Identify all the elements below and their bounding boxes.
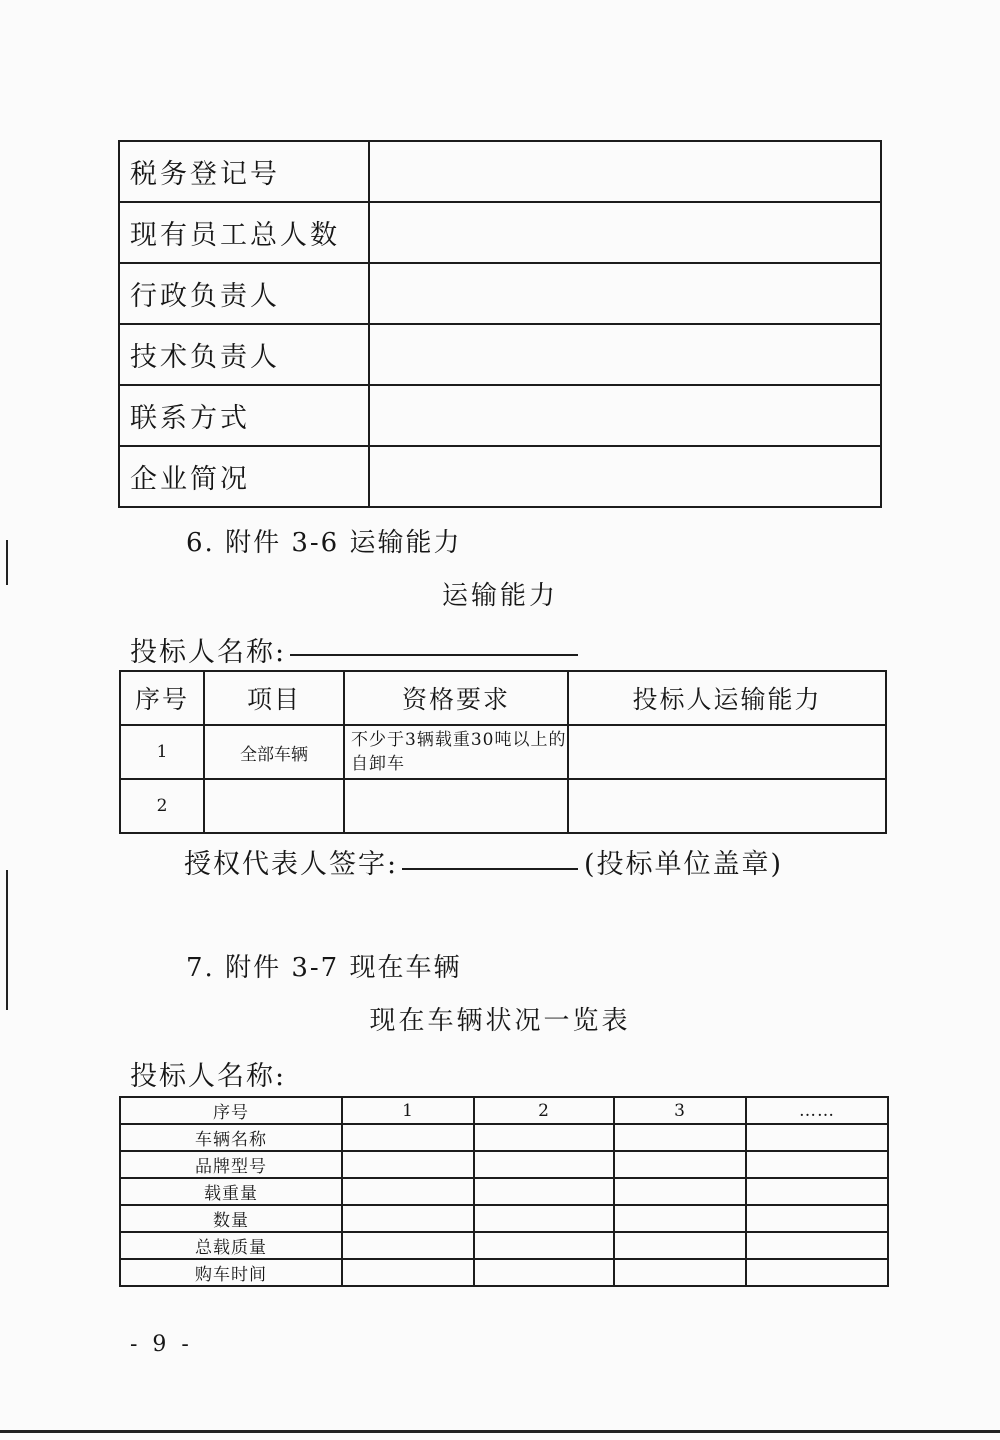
row-label: 数量 [120,1205,342,1232]
cell-requirement: 不少于3辆载重30吨以上的自卸车 [344,725,568,779]
row-label: 技术负责人 [119,324,369,385]
row-label: 税务登记号 [119,141,369,202]
row-value[interactable] [369,446,881,507]
table-cell[interactable] [746,1232,888,1259]
row-label: 车辆名称 [120,1124,342,1151]
table-header-row [120,1097,888,1124]
table-row [119,324,881,385]
header-cell: 1 [342,1097,474,1124]
table-cell[interactable] [614,1178,746,1205]
row-label: 现有员工总人数 [119,202,369,263]
table-cell[interactable] [474,1259,614,1286]
table-cell[interactable] [342,1124,474,1151]
table-cell[interactable] [746,1178,888,1205]
table-cell[interactable] [746,1205,888,1232]
table-cell[interactable] [342,1259,474,1286]
row-label: 总载质量 [120,1232,342,1259]
row-value[interactable] [369,385,881,446]
table-row [120,725,886,779]
table-cell[interactable] [614,1205,746,1232]
row-label: 载重量 [120,1178,342,1205]
table-cell[interactable] [342,1178,474,1205]
cell-item: 全部车辆 [204,725,344,779]
table-cell[interactable] [474,1232,614,1259]
row-label: 购车时间 [120,1259,342,1286]
row-label: 企业简况 [119,446,369,507]
cell-requirement[interactable] [344,779,568,833]
bidder-name-label-2: 投标人名称: [130,1061,287,1092]
header-cell: 2 [474,1097,614,1124]
row-value[interactable] [369,202,881,263]
table-row [119,263,881,324]
table-cell[interactable] [746,1124,888,1151]
section7-title: 现在车辆状况一览表 [369,1006,631,1036]
header-cell: 序号 [120,1097,342,1124]
company-info-table [118,140,882,508]
table-cell[interactable] [342,1151,474,1178]
row-value[interactable] [369,263,881,324]
table-row [120,1259,888,1286]
header-cell: 序号 [120,671,204,725]
row-value[interactable] [369,141,881,202]
signature-line[interactable] [402,868,578,870]
table-cell[interactable] [614,1232,746,1259]
bidder-name-label: 投标人名称: [130,637,287,668]
section6-heading: 6. 附件 3-6 运输能力 [186,528,462,558]
table-row [120,1205,888,1232]
table-cell[interactable] [614,1151,746,1178]
table-row [120,1178,888,1205]
table-row [119,446,881,507]
table-header-row [120,671,886,725]
row-label: 品牌型号 [120,1151,342,1178]
header-cell: …… [746,1097,888,1124]
table-cell[interactable] [474,1124,614,1151]
cell-capacity[interactable] [568,779,886,833]
header-cell: 3 [614,1097,746,1124]
cell-item[interactable] [204,779,344,833]
table-cell[interactable] [614,1259,746,1286]
table-cell[interactable] [746,1259,888,1286]
cell-capacity[interactable] [568,725,886,779]
table-cell[interactable] [474,1151,614,1178]
table-row [120,1124,888,1151]
header-cell: 项目 [204,671,344,725]
table-cell[interactable] [746,1151,888,1178]
section7-heading: 7. 附件 3-7 现在车辆 [186,953,462,983]
table-row [120,1232,888,1259]
table-cell[interactable] [474,1178,614,1205]
bidder-name-line[interactable] [290,654,578,656]
row-label: 联系方式 [119,385,369,446]
cell-no: 1 [120,725,204,779]
header-cell: 投标人运输能力 [568,671,886,725]
seal-note: (投标单位盖章) [584,849,784,880]
table-cell[interactable] [342,1232,474,1259]
page-number: - 9 - [130,1332,193,1357]
header-cell: 资格要求 [344,671,568,725]
scan-edge-bottom [0,1430,1000,1433]
table-cell[interactable] [614,1124,746,1151]
cell-no: 2 [120,779,204,833]
table-row [119,202,881,263]
table-row [119,141,881,202]
table-row [120,1151,888,1178]
table-row [120,779,886,833]
section6-title: 运输能力 [441,581,558,611]
table-cell[interactable] [342,1205,474,1232]
table-row [119,385,881,446]
transport-capacity-table [119,670,887,834]
vehicle-status-table [119,1096,889,1287]
row-value[interactable] [369,324,881,385]
signature-label: 授权代表人签字: [184,849,399,880]
row-label: 行政负责人 [119,263,369,324]
scan-edge-left-2 [6,870,8,1010]
table-cell[interactable] [474,1205,614,1232]
